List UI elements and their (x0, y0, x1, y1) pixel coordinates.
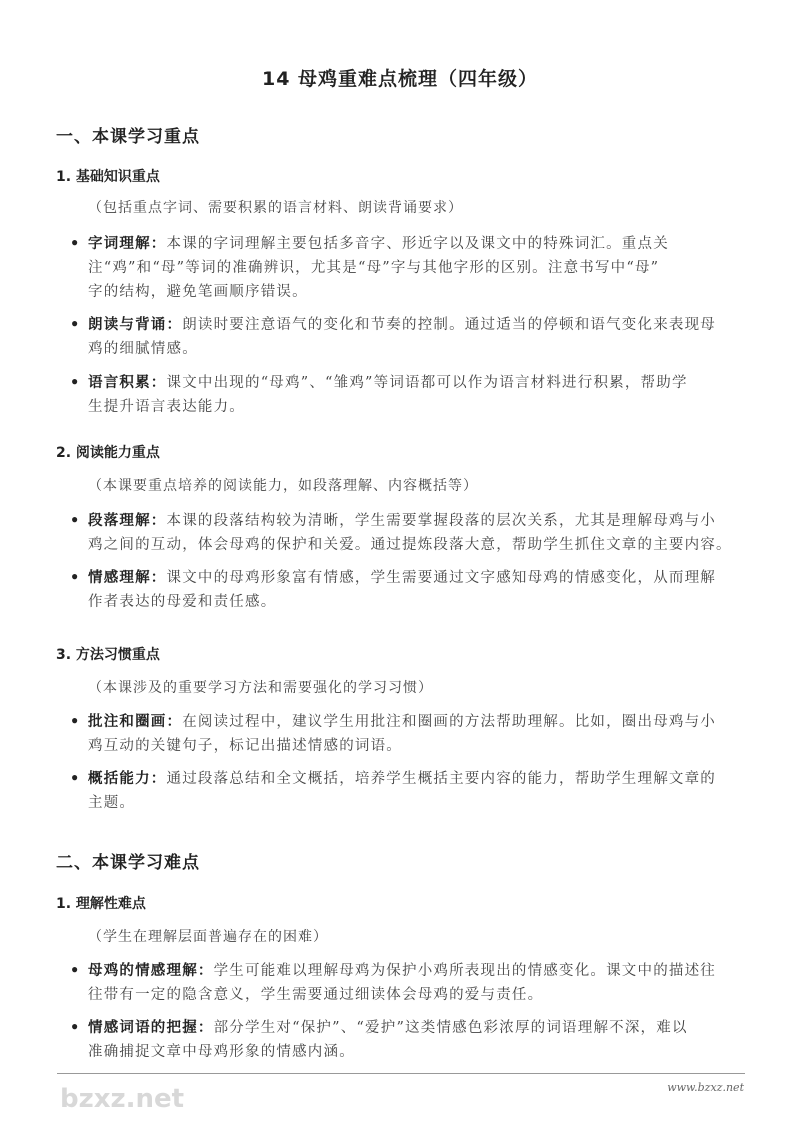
text-content: 学生可能难以理解母鸡为保护小鸡所表现出的情感变化。课文中的描述往 (213, 963, 717, 979)
text-line (88, 313, 750, 337)
bullet-icon: • (70, 569, 81, 586)
text-content: 鸡的细腻情感。 (88, 341, 198, 357)
subsection-note: （本课要重点培养的阅读能力，如段落理解、内容概括等） (88, 478, 478, 494)
bullet-label: 情感词语的把握： (88, 1020, 214, 1036)
text-line (88, 590, 750, 614)
watermark: bzxz.net (60, 1084, 185, 1114)
subsection-heading: 1. 理解性难点 (56, 896, 146, 912)
bullet-icon: • (70, 713, 81, 730)
bullet-text (88, 232, 750, 304)
text-line (88, 791, 750, 815)
text-content: 在阅读过程中，建议学生用批注和圈画的方法帮助理解。比如，圈出母鸡与小 (182, 714, 716, 730)
text-content: 作者表达的母爱和责任感。 (88, 594, 277, 610)
text-content: 主题。 (88, 795, 136, 811)
bullet-text (88, 509, 750, 557)
bullet-label: 段落理解： (88, 513, 167, 529)
bullet-icon: • (70, 770, 81, 787)
text-line (88, 509, 750, 533)
text-content: 注“鸡”和“母”等词的准确辨识，尤其是“母”字与其他字形的区别。注意书写中“母” (88, 260, 660, 276)
subsection-note: （学生在理解层面普遍存在的困难） (88, 929, 328, 945)
bullet-text (88, 313, 750, 361)
bullet-label: 母鸡的情感理解： (88, 963, 214, 979)
bullet-text (88, 1016, 750, 1064)
text-content: 鸡之间的互动，体会母鸡的保护和关爱。通过提炼段落大意，帮助学生抓住文章的主要内容。 (88, 537, 732, 553)
bullet-text (88, 959, 750, 1007)
bullet-item (70, 509, 750, 557)
text-content: 课文中的母鸡形象富有情感，学生需要通过文字感知母鸡的情感变化，从而理解 (166, 570, 716, 586)
section-heading: 二、本课学习难点 (56, 853, 200, 873)
bullet-icon: • (70, 374, 81, 391)
text-line (88, 983, 750, 1007)
text-content: 鸡互动的关键句子，标记出描述情感的词语。 (88, 738, 402, 754)
bullet-text (88, 371, 750, 419)
page-title: 14 母鸡重难点梳理（四年级） (261, 68, 539, 90)
subsection-heading: 1. 基础知识重点 (56, 169, 160, 185)
text-content: 课文中出现的“母鸡”、“雏鸡”等词语都可以作为语言材料进行积累，帮助学 (166, 375, 688, 391)
text-line (88, 734, 750, 758)
bullet-label: 字词理解： (88, 236, 167, 252)
bullet-item (70, 232, 750, 304)
bullet-item (70, 371, 750, 419)
text-content: 本课的字词理解主要包括多音字、形近字以及课文中的特殊词汇。重点关 (166, 236, 669, 252)
subsection-heading: 3. 方法习惯重点 (56, 647, 160, 663)
text-line (88, 767, 750, 791)
text-line (88, 256, 750, 280)
text-line (88, 959, 750, 983)
section-heading: 一、本课学习重点 (56, 127, 200, 147)
text-line (88, 371, 750, 395)
bullet-item (70, 313, 750, 361)
bullet-item (70, 959, 750, 1007)
bullet-label: 语言积累： (88, 375, 167, 391)
bullet-item (70, 566, 750, 614)
text-line (88, 1016, 750, 1040)
footer-url: www.bzxz.net (667, 1081, 744, 1094)
bullet-text (88, 767, 750, 815)
text-content: 朗读时要注意语气的变化和节奏的控制。通过适当的停顿和语气变化来表现母 (182, 317, 716, 333)
text-content: 部分学生对“保护”、“爱护”这类情感色彩浓厚的词语理解不深，难以 (213, 1020, 688, 1036)
subsection-heading: 2. 阅读能力重点 (56, 445, 160, 461)
text-line (88, 566, 750, 590)
footer-divider (57, 1073, 745, 1074)
bullet-icon: • (70, 962, 81, 979)
bullet-label: 情感理解： (88, 570, 167, 586)
bullet-item (70, 767, 750, 815)
bullet-item (70, 1016, 750, 1064)
bullet-text (88, 710, 750, 758)
text-line (88, 533, 750, 557)
text-line (88, 232, 750, 256)
text-line (88, 337, 750, 361)
bullet-label: 概括能力： (88, 771, 167, 787)
bullet-icon: • (70, 235, 81, 252)
bullet-text (88, 566, 750, 614)
subsection-note: （本课涉及的重要学习方法和需要强化的学习习惯） (88, 680, 433, 696)
bullet-icon: • (70, 316, 81, 333)
bullet-icon: • (70, 512, 81, 529)
subsection-note: （包括重点字词、需要积累的语言材料、朗读背诵要求） (88, 200, 463, 216)
text-content: 字的结构，避免笔画顺序错误。 (88, 284, 308, 300)
bullet-label: 批注和圈画： (88, 714, 183, 730)
text-line (88, 710, 750, 734)
text-content: 往带有一定的隐含意义，学生需要通过细读体会母鸡的爱与责任。 (88, 987, 544, 1003)
text-content: 通过段落总结和全文概括，培养学生概括主要内容的能力，帮助学生理解文章的 (166, 771, 716, 787)
text-content: 本课的段落结构较为清晰，学生需要掌握段落的层次关系，尤其是理解母鸡与小 (166, 513, 716, 529)
text-line (88, 1040, 750, 1064)
text-content: 生提升语言表达能力。 (88, 399, 245, 415)
bullet-label: 朗读与背诵： (88, 317, 183, 333)
bullet-icon: • (70, 1019, 81, 1036)
text-line (88, 280, 750, 304)
text-content: 准确捕捉文章中母鸡形象的情感内涵。 (88, 1044, 355, 1060)
text-line (88, 395, 750, 419)
bullet-item (70, 710, 750, 758)
